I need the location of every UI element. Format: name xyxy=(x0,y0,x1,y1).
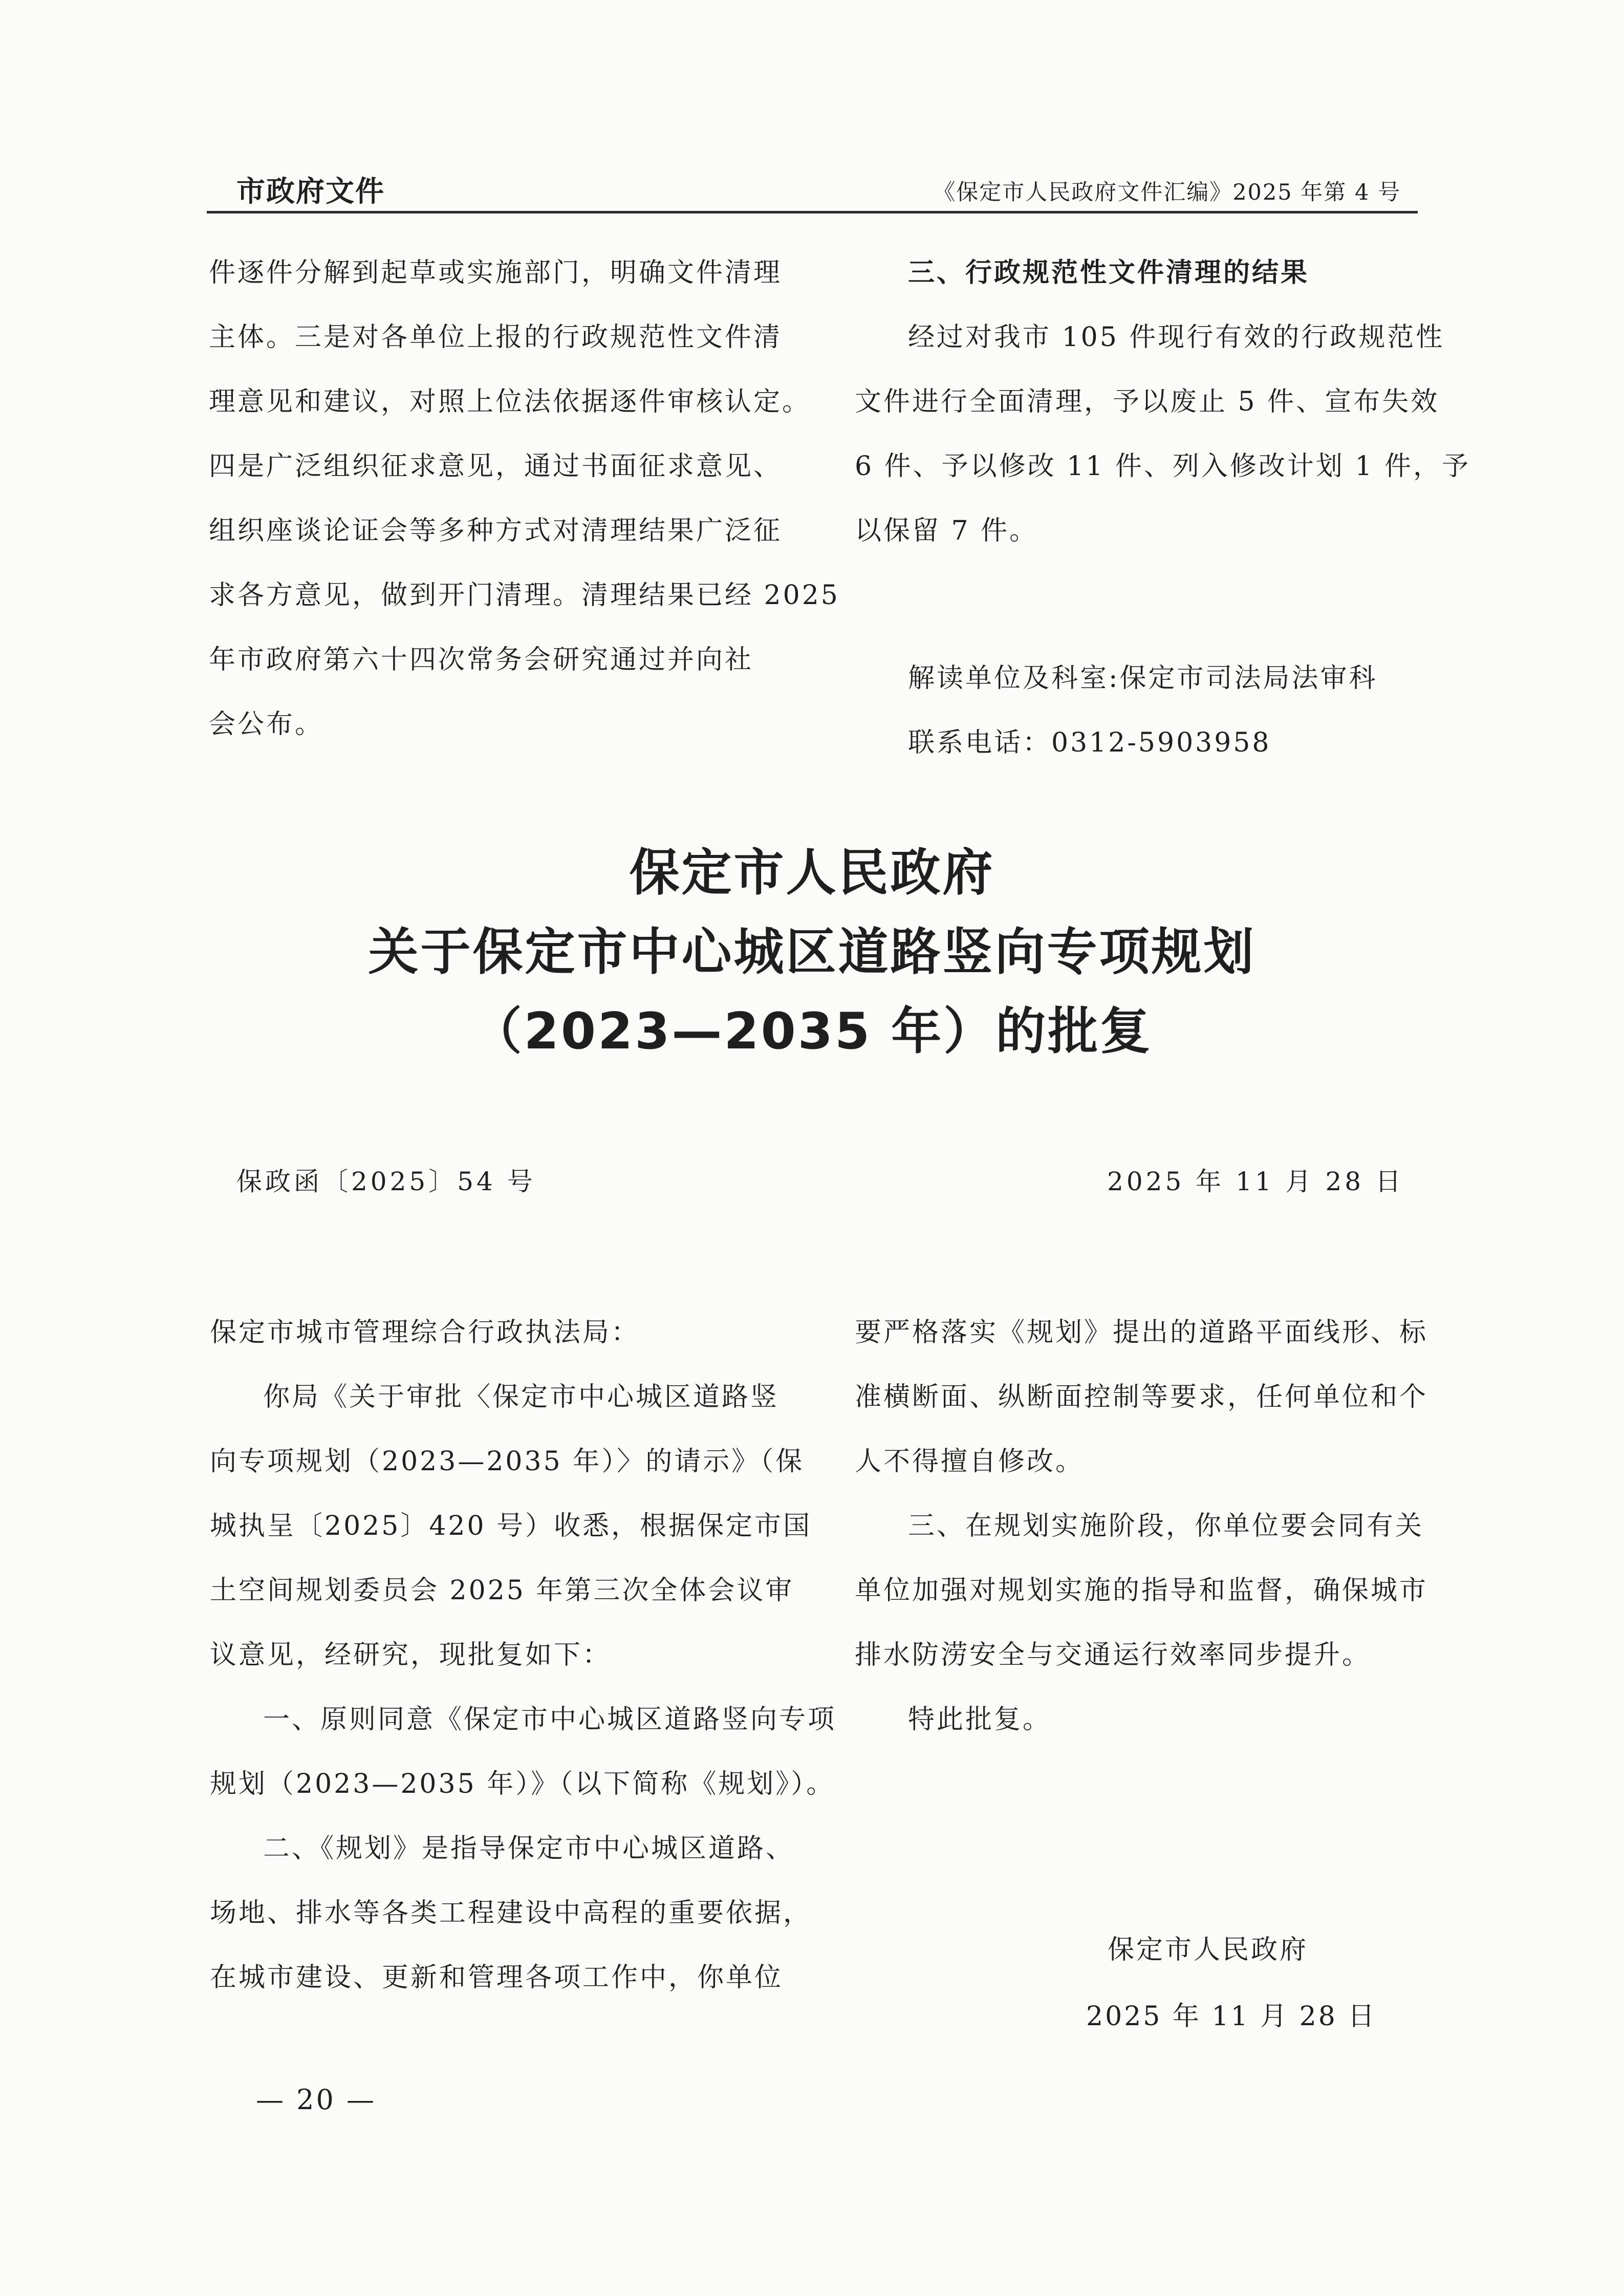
body-left-line: 议意见，经研究，现批复如下： xyxy=(210,1640,612,1670)
body-right-line: 排水防涝安全与交通运行效率同步提升。 xyxy=(855,1640,1371,1670)
body-left-line: 场地、排水等各类工程建设中高程的重要依据， xyxy=(210,1898,812,1928)
continuation-text-right xyxy=(855,241,1470,563)
continuation-left-line: 主体。三是对各单位上报的行政规范性文件清 xyxy=(209,322,783,353)
body-right-line: 要严格落实《规划》提出的道路平面线形、标 xyxy=(855,1317,1428,1348)
result-line: 经过对我市 105 件现行有效的行政规范性 xyxy=(908,322,1445,353)
result-line: 文件进行全面清理，予以废止 5 件、宣布失效 xyxy=(855,387,1440,417)
signature-date: 2025 年 11 月 28 日 xyxy=(1086,2001,1377,2032)
document-number: 保政函〔2025〕54 号 xyxy=(236,1167,536,1196)
body-left-line: 规划（2023—2035 年）》（以下简称《规划》）。 xyxy=(210,1769,835,1799)
body-left-line: 城执呈〔2025〕420 号）收悉，根据保定市国 xyxy=(210,1511,812,1541)
title-line: 保定市人民政府 xyxy=(629,844,995,902)
continuation-left-line: 会公布。 xyxy=(209,709,324,740)
continuation-left-line: 求各方意见，做到开门清理。清理结果已经 2025 xyxy=(209,580,840,611)
document-date: 2025 年 11 月 28 日 xyxy=(1107,1167,1404,1196)
continuation-left-line: 组织座谈论证会等多种方式对清理结果广泛征 xyxy=(209,516,783,546)
body-right-line: 三、在规划实施阶段，你单位要会同有关 xyxy=(908,1511,1424,1541)
result-line: 以保留 7 件。 xyxy=(855,516,1038,546)
body-left-line: 向专项规划（2023—2035 年）〉的请示》（保 xyxy=(210,1446,805,1477)
continuation-text-left xyxy=(209,241,840,757)
body-left-line: 二、《规划》是指导保定市中心城区道路、 xyxy=(263,1833,795,1864)
signature-org: 保定市人民政府 xyxy=(1108,1935,1309,1965)
running-header-publication: 《保定市人民政府文件汇编》2025 年第 4 号 xyxy=(933,180,1401,205)
running-header-section: 市政府文件 xyxy=(236,175,385,208)
result-line: 6 件、予以修改 11 件、列入修改计划 1 件，予 xyxy=(855,451,1470,482)
body-text-right xyxy=(855,1300,1428,1752)
continuation-left-line: 年市政府第六十四次常务会研究通过并向社 xyxy=(209,645,754,675)
header-divider xyxy=(207,211,1418,213)
body-right-line: 人不得擅自修改。 xyxy=(855,1446,1085,1477)
body-text-left xyxy=(210,1300,836,2010)
document-title xyxy=(0,833,1624,1071)
continuation-left-line: 四是广泛组织征求意见，通过书面征求意见、 xyxy=(209,451,783,482)
body-right-line: 单位加强对规划实施的指导和监督，确保城市 xyxy=(855,1575,1428,1606)
body-left-line: 在城市建设、更新和管理各项工作中，你单位 xyxy=(210,1962,784,1993)
section-heading: 三、行政规范性文件清理的结果 xyxy=(908,258,1310,288)
body-left-line: 土空间规划委员会 2025 年第三次全体会议审 xyxy=(210,1575,794,1606)
body-right-line: 特此批复。 xyxy=(908,1704,1052,1735)
contact-phone: 联系电话：0312-5903958 xyxy=(908,727,1271,758)
title-line: 关于保定市中心城区道路竖向专项规划 xyxy=(368,923,1256,981)
contact-unit: 解读单位及科室:保定市司法局法审科 xyxy=(908,663,1378,694)
body-left-line: 一、原则同意《保定市中心城区道路竖向专项 xyxy=(263,1704,837,1735)
body-left-line: 你局《关于审批〈保定市中心城区道路竖 xyxy=(263,1382,779,1412)
continuation-left-line: 理意见和建议，对照上位法依据逐件审核认定。 xyxy=(209,387,811,417)
continuation-left-line: 件逐件分解到起草或实施部门，明确文件清理 xyxy=(209,258,783,288)
body-right-line: 准横断面、纵断面控制等要求，任何单位和个 xyxy=(855,1382,1428,1412)
title-line: （2023—2035 年）的批复 xyxy=(471,1002,1153,1061)
body-left-line: 保定市城市管理综合行政执法局： xyxy=(210,1317,640,1348)
page-number: — 20 — xyxy=(256,2084,377,2116)
